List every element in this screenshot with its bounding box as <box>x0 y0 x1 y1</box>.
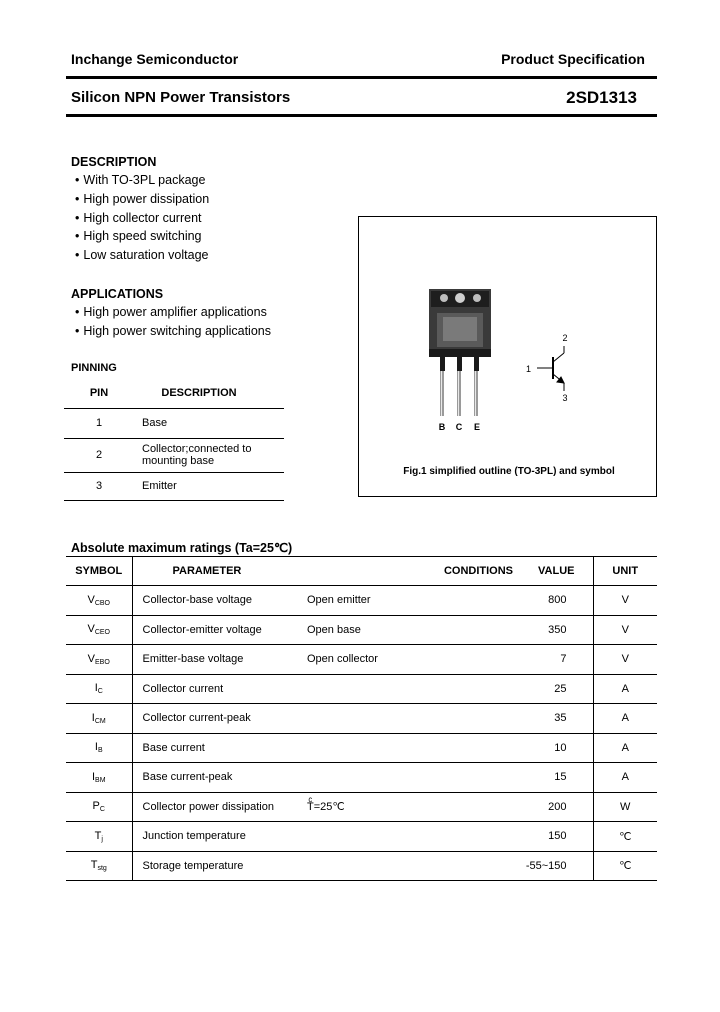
pin-description-line: Collector;connected to <box>142 443 252 455</box>
parameter-cell: Collector-base voltage <box>132 586 297 616</box>
parameter-cell: Base current <box>132 733 297 763</box>
conditions-cell: Open emitter <box>297 586 513 616</box>
symbol-cell: VCBO <box>66 586 132 616</box>
description-column-header: DESCRIPTION <box>134 379 284 408</box>
table-row <box>66 733 657 763</box>
pin-column-header: PIN <box>64 379 134 408</box>
table-row <box>66 822 657 852</box>
table-row <box>66 792 657 822</box>
table-row <box>64 438 284 472</box>
applications-list <box>75 303 271 341</box>
symbol-pin-label: 3 <box>562 393 568 403</box>
description-item: • High power dissipation <box>75 190 209 209</box>
document-type: Product Specification <box>501 51 645 67</box>
part-number: 2SD1313 <box>566 88 637 107</box>
package-outline-drawing <box>359 217 656 496</box>
applications-title: APPLICATIONS <box>71 287 164 301</box>
pin-description <box>134 438 284 472</box>
value-cell: 150 <box>513 822 593 852</box>
value-cell: 25 <box>513 674 593 704</box>
value-cell: 800 <box>513 586 593 616</box>
conditions-cell <box>297 733 513 763</box>
symbol-column-header: SYMBOL <box>66 557 132 586</box>
unit-cell: A <box>593 704 657 734</box>
symbol-cell: IBM <box>66 763 132 793</box>
pin-description: Emitter <box>134 472 284 500</box>
conditions-cell <box>297 851 513 881</box>
unit-cell: A <box>593 733 657 763</box>
symbol-cell: VCEO <box>66 615 132 645</box>
mounting-hole-icon <box>440 294 448 302</box>
table-row <box>64 408 284 438</box>
conditions-cell: Tͨ=25℃ <box>297 792 513 822</box>
value-cell: 15 <box>513 763 593 793</box>
unit-cell: V <box>593 645 657 675</box>
ratings-table <box>66 556 657 881</box>
conditions-cell <box>297 674 513 704</box>
mounting-hole-icon <box>455 293 465 303</box>
pinning-header-row <box>64 379 284 408</box>
description-list <box>75 171 209 265</box>
figure-box <box>358 216 657 497</box>
unit-cell: V <box>593 615 657 645</box>
table-row <box>66 763 657 793</box>
pin-number: 2 <box>64 438 134 472</box>
parameter-cell: Collector-emitter voltage <box>132 615 297 645</box>
header-rule-bottom <box>66 114 657 117</box>
description-item: • With TO-3PL package <box>75 171 209 190</box>
conditions-cell: Open collector <box>297 645 513 675</box>
value-cell: 10 <box>513 733 593 763</box>
pin-number: 3 <box>64 472 134 500</box>
conditions-cell <box>297 822 513 852</box>
symbol-cell: IC <box>66 674 132 704</box>
pin-description-line: mounting base <box>142 455 215 467</box>
ratings-header-row <box>66 557 657 586</box>
parameter-cell: Collector current-peak <box>132 704 297 734</box>
value-cell: 350 <box>513 615 593 645</box>
application-item: • High power amplifier applications <box>75 303 271 322</box>
parameter-cell: Junction temperature <box>132 822 297 852</box>
unit-cell: A <box>593 763 657 793</box>
parameter-cell: Collector current <box>132 674 297 704</box>
symbol-pin-label: 2 <box>562 333 568 343</box>
parameter-cell: Emitter-base voltage <box>132 645 297 675</box>
parameter-cell: Collector power dissipation <box>132 792 297 822</box>
pin-number: 1 <box>64 408 134 438</box>
table-row <box>66 615 657 645</box>
lead-label: C <box>455 422 463 432</box>
table-row <box>64 472 284 500</box>
unit-column-header: UNIT <box>593 557 657 586</box>
pinning-table <box>64 379 284 501</box>
unit-cell: V <box>593 586 657 616</box>
value-cell: -55~150 <box>513 851 593 881</box>
lead-label: E <box>473 422 481 432</box>
symbol-cell: Tstg <box>66 851 132 881</box>
unit-cell: W <box>593 792 657 822</box>
table-row <box>66 851 657 881</box>
symbol-cell: ICM <box>66 704 132 734</box>
description-title: DESCRIPTION <box>71 155 157 169</box>
application-item: • High power switching applications <box>75 322 271 341</box>
unit-cell: ℃ <box>593 822 657 852</box>
value-cell: 200 <box>513 792 593 822</box>
table-row <box>66 586 657 616</box>
description-item: • Low saturation voltage <box>75 246 209 265</box>
table-row <box>66 645 657 675</box>
symbol-cell: PC <box>66 792 132 822</box>
conditions-cell <box>297 763 513 793</box>
conditions-cell <box>297 704 513 734</box>
value-column-header: VALUE <box>513 557 593 586</box>
symbol-cell: Tj <box>66 822 132 852</box>
table-row <box>66 674 657 704</box>
product-line: Silicon NPN Power Transistors <box>71 89 291 106</box>
symbol-pin-label: 1 <box>525 364 531 374</box>
value-cell: 35 <box>513 704 593 734</box>
table-row <box>66 704 657 734</box>
lead-label: B <box>438 422 446 432</box>
npn-transistor-symbol-icon <box>537 346 564 391</box>
pin-description: Base <box>134 408 284 438</box>
company-name: Inchange Semiconductor <box>71 51 239 67</box>
ratings-title: Absolute maximum ratings (Ta=25℃) <box>71 541 293 555</box>
conditions-column-header: CONDITIONS <box>297 557 513 586</box>
symbol-cell: VEBO <box>66 645 132 675</box>
description-item: • High collector current <box>75 209 209 228</box>
symbol-cell: IB <box>66 733 132 763</box>
value-cell: 7 <box>513 645 593 675</box>
figure-caption: Fig.1 simplified outline (TO-3PL) and symbol <box>403 466 615 477</box>
unit-cell: A <box>593 674 657 704</box>
conditions-cell: Open base <box>297 615 513 645</box>
mounting-hole-icon <box>473 294 481 302</box>
pinning-title: PINNING <box>71 362 117 374</box>
parameter-column-header: PARAMETER <box>132 557 297 586</box>
parameter-cell: Base current-peak <box>132 763 297 793</box>
unit-cell: ℃ <box>593 851 657 881</box>
description-item: • High speed switching <box>75 227 209 246</box>
parameter-cell: Storage temperature <box>132 851 297 881</box>
header-rule-top <box>66 76 657 79</box>
